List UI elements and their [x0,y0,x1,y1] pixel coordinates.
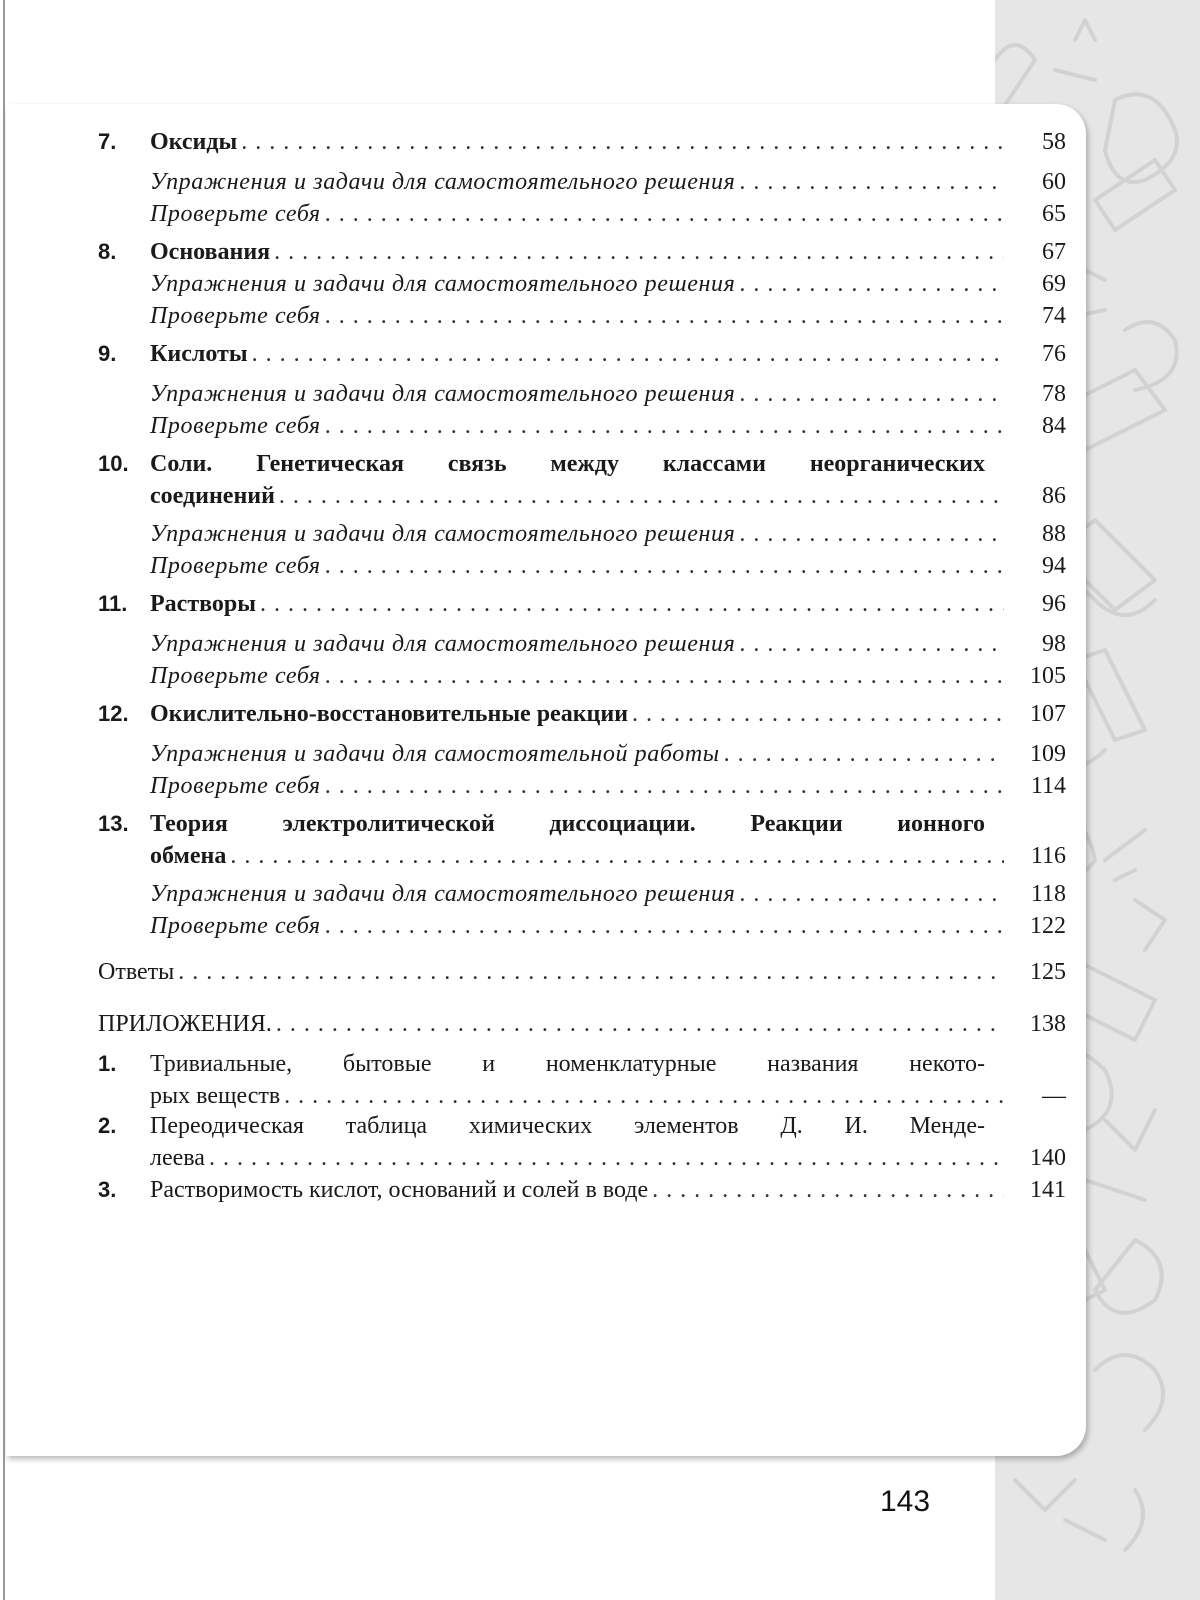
page-ref: 74 [1042,303,1066,329]
toc-appendix-3[interactable] [98,1174,1066,1206]
chapter-number: 13. [98,811,129,836]
page-ref: 58 [1042,129,1066,155]
dot-leader [632,698,1004,730]
dot-leader [652,1174,1004,1206]
page-ref: 141 [1030,1177,1066,1203]
toc-appendix-2[interactable] [98,1110,1066,1142]
subsection-title: Проверьте себя [150,303,321,329]
page-ref: 86 [1042,483,1066,509]
answers-title: Ответы [98,959,175,985]
page-ref: — [1042,1083,1066,1109]
page-ref: 116 [1030,843,1066,869]
appendix-title-line2: леева [150,1145,205,1171]
toc-subsection[interactable] [98,268,1066,300]
toc-appendices[interactable] [98,1008,1066,1040]
page-ref: 122 [1030,913,1066,939]
chapter-title-line1: Соли. Генетическая связь между классами неорганических [150,451,985,477]
page-ref: 96 [1042,591,1066,617]
appendix-number: 2. [98,1113,117,1138]
page-ref: 125 [1030,959,1066,985]
toc-subsection[interactable] [98,518,1066,550]
chapter-title: Оксиды [150,129,238,155]
chapter-number: 9. [98,341,117,366]
appendix-number: 1. [98,1051,117,1076]
toc-appendix-1-cont[interactable] [98,1080,1066,1112]
page-ref: 98 [1042,631,1066,657]
toc-chapter-13[interactable] [98,808,1066,840]
dot-leader [325,410,1004,442]
dot-leader [274,236,1004,268]
page-ref: 107 [1030,701,1066,727]
page-ref: 109 [1030,741,1066,767]
toc-chapter-11[interactable] [98,588,1066,620]
subsection-title: Проверьте себя [150,913,321,939]
toc-chapter-12[interactable] [98,698,1066,730]
toc-subsection[interactable] [98,378,1066,410]
subsection-title: Проверьте себя [150,413,321,439]
dot-leader [178,956,1004,988]
dot-leader [276,1008,1004,1040]
chapter-title: Основания [150,239,271,265]
page-left-rule [3,0,5,1600]
appendix-title-line1: Переодическая таблица химических элементов Д. И. Менде- [150,1113,985,1139]
appendices-title: ПРИЛОЖЕНИЯ. [98,1011,272,1037]
toc-subsection[interactable] [98,738,1066,770]
dot-leader [739,268,1004,300]
dot-leader [252,338,1004,370]
dot-leader [325,300,1004,332]
page-ref: 140 [1030,1145,1066,1171]
page-ref: 84 [1042,413,1066,439]
chapter-number: 12. [98,701,129,726]
toc-chapter-13-cont[interactable] [98,840,1066,872]
dot-leader [284,1080,1004,1112]
dot-leader [230,840,1004,872]
toc-subsection[interactable] [98,770,1066,802]
dot-leader [724,738,1004,770]
subsection-title: Упражнения и задачи для самостоятельного решения [150,881,736,907]
subsection-title: Упражнения и задачи для самостоятельного решения [150,631,736,657]
dot-leader [739,166,1004,198]
chapter-title: Кислоты [150,341,248,367]
appendix-title: Растворимость кислот, оснований и солей в воде [150,1177,649,1203]
dot-leader [325,198,1004,230]
page-ref: 76 [1042,341,1066,367]
page-ref: 65 [1042,201,1066,227]
page-ref: 105 [1030,663,1066,689]
toc-chapter-10[interactable] [98,448,1066,480]
subsection-title: Упражнения и задачи для самостоятельного решения [150,271,736,297]
page-ref: 114 [1030,773,1066,799]
toc-subsection[interactable] [98,166,1066,198]
toc-subsection[interactable] [98,910,1066,942]
page-ref: 67 [1042,239,1066,265]
chapter-number: 8. [98,239,117,264]
subsection-title: Упражнения и задачи для самостоятельного решения [150,381,736,407]
appendix-title-line1: Тривиальные, бытовые и номенклатурные названия некото- [150,1051,985,1077]
page-number: 143 [880,1485,931,1518]
subsection-title: Упражнения и задачи для самостоятельного решения [150,521,736,547]
page-ref: 138 [1030,1011,1066,1037]
toc-chapter-8[interactable] [98,236,1066,268]
page-ref: 60 [1042,169,1066,195]
page-ref: 94 [1042,553,1066,579]
dot-leader [241,126,1004,158]
chapter-title: Растворы [150,591,256,617]
toc-subsection[interactable] [98,628,1066,660]
chapter-title: Окислительно-восстановительные реакции [150,701,629,727]
toc-chapter-10-cont[interactable] [98,480,1066,512]
toc-chapter-7[interactable] [98,126,1066,158]
toc-subsection[interactable] [98,878,1066,910]
dot-leader [739,628,1004,660]
dot-leader [739,878,1004,910]
subsection-title: Упражнения и задачи для самостоятельного решения [150,169,736,195]
dot-leader [260,588,1004,620]
chapter-title-line2: обмена [150,843,227,869]
subsection-title: Проверьте себя [150,553,321,579]
appendix-number: 3. [98,1177,117,1202]
dot-leader [279,480,1004,512]
dot-leader [325,770,1004,802]
chapter-number: 7. [98,129,117,154]
page-ref: 69 [1042,271,1066,297]
dot-leader [209,1142,1004,1174]
toc-subsection[interactable] [98,300,1066,332]
chapter-number: 11. [98,591,128,616]
page-ref: 78 [1042,381,1066,407]
subsection-title: Проверьте себя [150,663,321,689]
chapter-title-line1: Теория электролитической диссоциации. Реакции ионного [150,811,985,837]
toc-subsection[interactable] [98,410,1066,442]
dot-leader [325,910,1004,942]
chapter-title-line2: соединений [150,483,275,509]
dot-leader [739,518,1004,550]
toc-answers[interactable] [98,956,1066,988]
toc-subsection[interactable] [98,660,1066,692]
toc-chapter-9[interactable] [98,338,1066,370]
chapter-number: 10. [98,451,129,476]
toc-appendix-1[interactable] [98,1048,1066,1080]
toc-appendix-2-cont[interactable] [98,1142,1066,1174]
toc-subsection[interactable] [98,550,1066,582]
subsection-title: Упражнения и задачи для самостоятельной работы [150,741,720,767]
page-ref: 88 [1042,521,1066,547]
subsection-title: Проверьте себя [150,773,321,799]
toc-subsection[interactable] [98,198,1066,230]
page-ref: 118 [1030,881,1066,907]
appendix-title-line2: рых веществ [150,1083,281,1109]
subsection-title: Проверьте себя [150,201,321,227]
dot-leader [325,550,1004,582]
dot-leader [739,378,1004,410]
dot-leader [325,660,1004,692]
